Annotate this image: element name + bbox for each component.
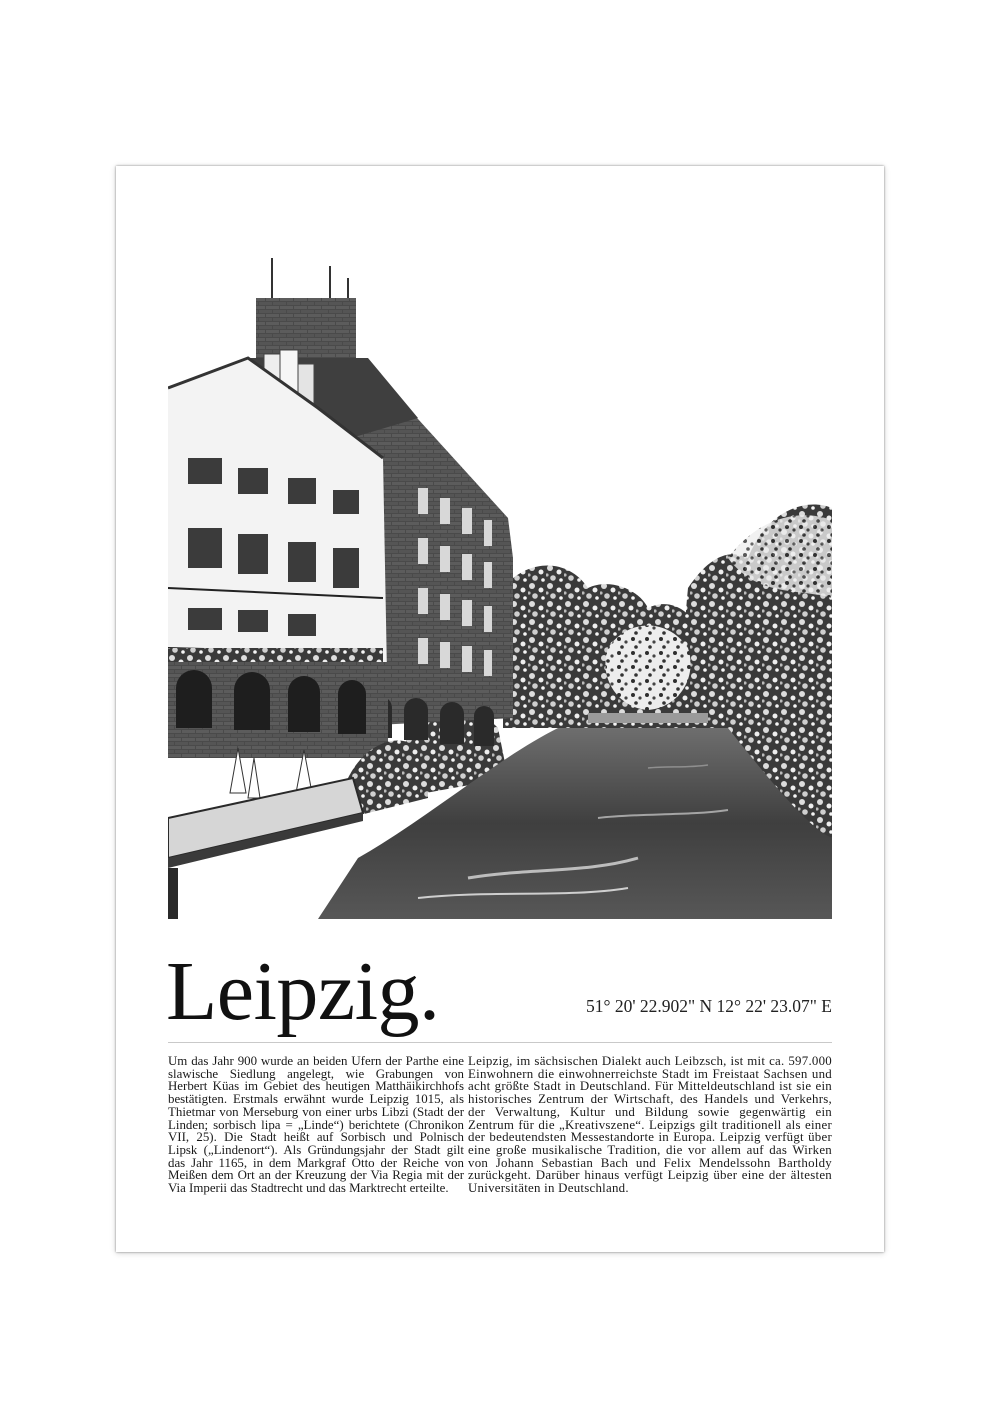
divider	[168, 1042, 832, 1043]
paragraph-right: Leipzig, im sächsischen Dialekt auch Leibzsch, ist mit ca. 597.000 Einwohnern die einwohnerreichste Stadt im Freistaat Sachsen und acht größte Stadt in Deutschland. Für Mitteldeutschland ist sie ein historisches Zentrum der Wirtschaft, des Handels und Verkehrs, der Verwaltung, Kultur und Bildung sowie gegenwärtig ein Zentrum für die „Kreativszene“. Leipzigs gilt traditionell als einer der bedeutendsten Messestandorte in Europa. Leipzig verfügt über eine große musikalische Tradition, die vor allem auf das Wirken von Johann Sebastian Bach und Felix Mendelssohn Bartholdy zurückgeht. Darüber hinaus verfügt Leipzig über eine der ältesten Universitäten in Deutschland.	[468, 1054, 832, 1196]
poster	[116, 166, 884, 1252]
city-photo-illustration	[168, 258, 832, 919]
city-photo	[168, 258, 832, 919]
coordinates: 51° 20' 22.902" N 12° 22' 23.07" E	[585, 996, 832, 1016]
paragraph-left: Um das Jahr 900 wurde an beiden Ufern der Parthe eine slawische Siedlung angelegt, wie Grabungen von Herbert Küas im Gebiet des heutigen Matthäikirchhofs bestätigten. Erstmals erwähnt wurde Leipzig 1015, als Thietmar von Merseburg von einer urbs Libzi (Stadt der Linden; sorbisch lipa = „Linde“) berichtete (Chronikon VII, 25). Die Stadt heißt auf Sorbisch und Polnisch Lipsk („Lindenort“). Als Gründungsjahr der Stadt gilt das Jahr 1165, in dem Markgraf Otto der Reiche von Meißen dem Ort an der Kreuzung der Via Regia mit der Via Imperii das Stadtrecht und das Marktrecht erteilte.	[168, 1054, 464, 1196]
page-title: Leipzig.	[166, 945, 440, 1038]
body-text	[168, 1055, 832, 1195]
